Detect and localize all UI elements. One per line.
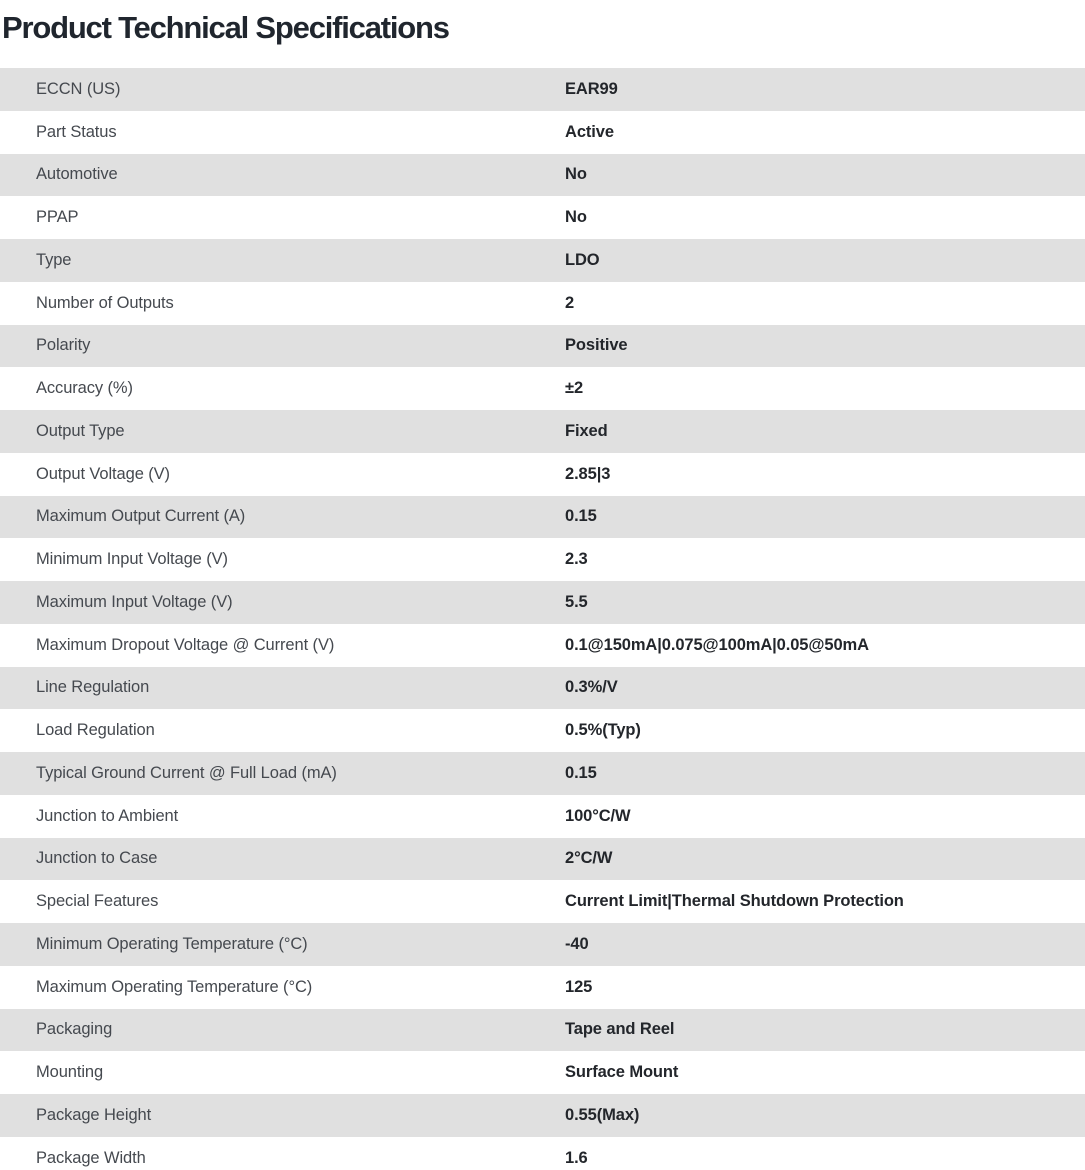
spec-value: 0.5%(Typ) [565,721,641,740]
spec-label: Load Regulation [36,721,155,740]
spec-row [0,325,1085,368]
spec-value: No [565,165,587,184]
spec-value: 5.5 [565,592,588,611]
spec-row [0,624,1085,667]
spec-row [0,581,1085,624]
spec-label: Output Type [36,421,125,440]
spec-value: 0.15 [565,763,597,782]
spec-value: Active [565,122,614,141]
spec-row [0,496,1085,539]
spec-value: Surface Mount [565,1063,679,1082]
spec-label: Minimum Input Voltage (V) [36,550,228,569]
page-title: Product Technical Specifications [2,10,449,45]
spec-label: Output Voltage (V) [36,464,170,483]
spec-value: 100°C/W [565,806,631,825]
spec-label: Automotive [36,165,118,184]
spec-label: Maximum Input Voltage (V) [36,592,233,611]
spec-row [0,880,1085,923]
spec-row [0,196,1085,239]
spec-row [0,1051,1085,1094]
spec-label: Type [36,250,72,269]
spec-row [0,1137,1085,1170]
spec-row [0,709,1085,752]
spec-value: No [565,208,587,227]
spec-row [0,1009,1085,1052]
spec-row [0,282,1085,325]
spec-value: -40 [565,934,589,953]
spec-label: Junction to Case [36,849,158,868]
spec-value: Current Limit|Thermal Shutdown Protection [565,892,904,911]
spec-label: Maximum Output Current (A) [36,507,246,526]
spec-label: Minimum Operating Temperature (°C) [36,934,308,953]
spec-row [0,239,1085,282]
spec-value: 0.55(Max) [565,1105,640,1124]
spec-value: 2 [565,293,575,312]
spec-value: Positive [565,336,628,355]
spec-value: EAR99 [565,79,618,98]
spec-label: Mounting [36,1063,104,1082]
spec-label: Package Width [36,1148,146,1167]
spec-label: Line Regulation [36,678,150,697]
spec-label: Packaging [36,1020,113,1039]
spec-label: Polarity [36,336,91,355]
spec-value: Tape and Reel [565,1020,675,1039]
spec-row [0,667,1085,710]
spec-label: Maximum Dropout Voltage @ Current (V) [36,635,335,654]
spec-row [0,838,1085,881]
spec-row [0,410,1085,453]
spec-label: Special Features [36,892,159,911]
spec-row [0,538,1085,581]
spec-label: Junction to Ambient [36,806,179,825]
spec-label: ECCN (US) [36,79,121,98]
spec-value: ±2 [565,379,584,398]
spec-value: 2°C/W [565,849,613,868]
spec-label: Accuracy (%) [36,379,133,398]
spec-row [0,795,1085,838]
spec-table [0,68,1085,1170]
spec-value: LDO [565,250,600,269]
spec-label: Number of Outputs [36,293,174,312]
spec-row [0,367,1085,410]
spec-value: Fixed [565,421,608,440]
spec-row [0,68,1085,111]
spec-row [0,923,1085,966]
spec-label: Part Status [36,122,117,141]
spec-label: Package Height [36,1105,152,1124]
spec-row [0,111,1085,154]
spec-value: 0.15 [565,507,597,526]
spec-row [0,966,1085,1009]
spec-label: PPAP [36,208,79,227]
spec-row [0,1094,1085,1137]
spec-row [0,453,1085,496]
spec-label: Maximum Operating Temperature (°C) [36,977,313,996]
spec-row [0,752,1085,795]
spec-value: 0.3%/V [565,678,618,697]
spec-value: 2.85|3 [565,464,611,483]
spec-value: 0.1@150mA|0.075@100mA|0.05@50mA [565,635,869,654]
spec-label: Typical Ground Current @ Full Load (mA) [36,763,337,782]
spec-value: 2.3 [565,550,588,569]
spec-value: 125 [565,977,593,996]
spec-row [0,154,1085,197]
spec-value: 1.6 [565,1148,588,1167]
